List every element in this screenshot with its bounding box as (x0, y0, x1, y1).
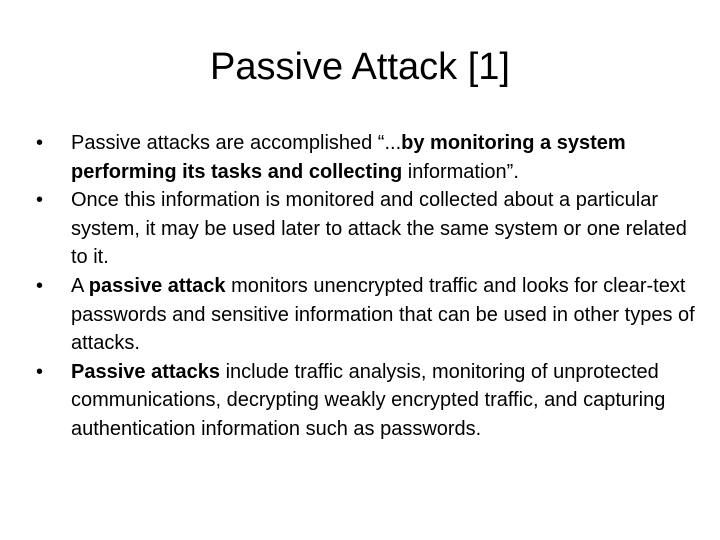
bullet-item (36, 186, 696, 272)
bullet-text: Passive attacks are accomplished “... (71, 132, 402, 154)
bullet-item (36, 129, 696, 186)
bullet-list (36, 129, 696, 444)
bullet-text: Once this information is monitored and collected about a particular system, it may be used later to attack the same system or one related to it. (71, 189, 687, 269)
bullet-text-bold: Passive attacks (71, 360, 221, 383)
bullet-text-bold: by monitoring a system performing its tasks and collecting (71, 132, 626, 183)
bullet-text: information”. (402, 160, 519, 183)
bullet-text-bold: passive attack (88, 274, 226, 297)
bullet-text: monitors unencrypted traffic and looks for clear-text passwords and sensitive information that can be used in other types of attacks. (71, 274, 695, 355)
bullet-text: include traffic analysis, monitoring of unprotected communications, decrypting weakly encrypted traffic, and capturing authentication information such as passwords. (71, 360, 666, 440)
bullet-item (36, 358, 696, 444)
slide-title: Passive Attack [1] (210, 46, 510, 88)
bullet-text: A (71, 274, 89, 297)
bullet-item (36, 272, 696, 358)
